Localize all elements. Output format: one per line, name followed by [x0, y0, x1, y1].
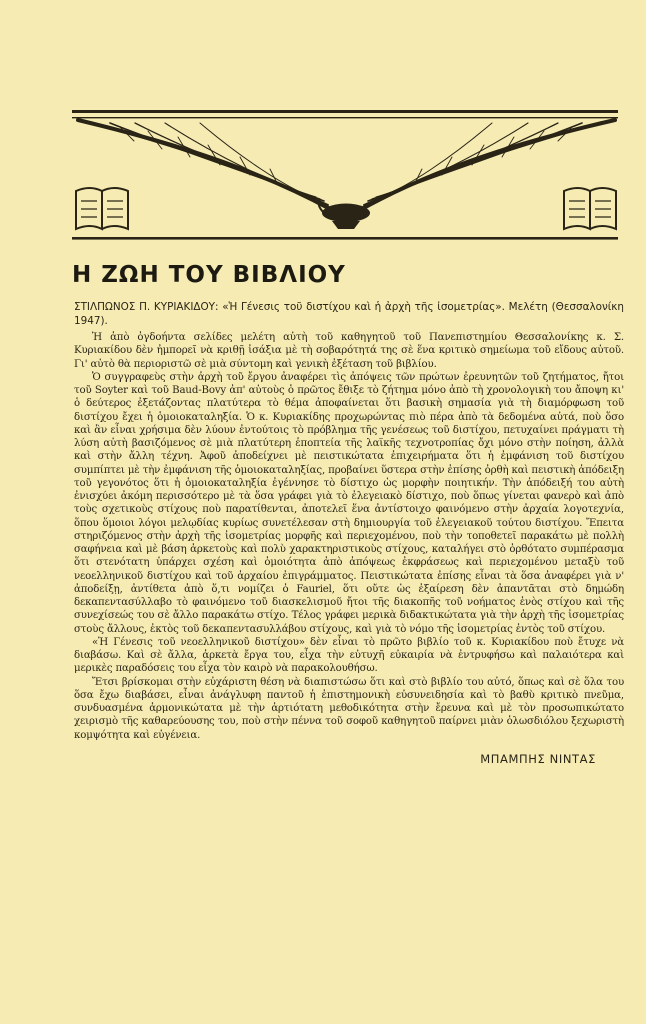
left-wing-ornament — [78, 120, 332, 210]
author-signature: ΜΠΑΜΠΗΣ ΝΙΝΤΑΣ — [480, 751, 596, 766]
right-wing-ornament — [360, 120, 615, 210]
paragraph: Ἔτσι βρίσκομαι στὴν εὐχάριστη θέση νὰ διαπιστώσω ὅτι καὶ στὸ βιβλίο του αὐτό, ὅπως καὶ σὲ ὅλα του ὅσα ἔχω διαβάσει, εἶναι ἀνάγλυφη παντοῦ ἡ ἐπιστημονικὴ εὐσυνειδησία καὶ τὸ βαθὺ κριτικὸ πνεῦμα, συνδυασμένα ἁρμονικώτατα μὲ τὴν ἀρτιότατη μεθοδικότητα στὴν ἔρευνα καὶ μὲ τὸν προσωπικώτατο χειρισμὸ τῆς καθαρεύουσης του, ποὺ στὴν πέννα τοῦ σοφοῦ καθηγητοῦ παίρνει μιὰν ὁλωσδιόλου ξεχωριστὴ κομψότητα καὶ εὐγένεια. — [74, 676, 624, 741]
paragraph: «Ἡ Γένεσις τοῦ νεοελληνικοῦ διστίχου» δὲν εἶναι τὸ πρῶτο βιβλίο τοῦ κ. Κυριακίδου ποὺ ἔτυχε νὰ διαβάσω. Καὶ σὲ ἄλλα, ἀρκετὰ ἔργα του, εἶχα τὴν εὐτυχῆ εὐκαιρία νὰ ἐντρυφήσω καὶ παλαιότερα καὶ μερικὲς παραδόσεις του εἶχα τὸν καιρὸ νὰ παρακολουθήσω. — [74, 636, 624, 675]
header-ornament — [70, 105, 622, 245]
section-title: Η ΖΩΗ ΤΟΥ ΒΙΒΛΙΟΥ — [72, 262, 346, 288]
paragraph: Ὁ συγγραφεὺς στὴν ἀρχὴ τοῦ ἔργου ἀναφέρει τὶς ἀπόψεις τῶν πρώτων ἐρευνητῶν τοῦ ζητήματος, ἤτοι τοῦ Soyter καὶ τοῦ Baud-Bovy ἀπ' αὐτοὺς ὁ πρῶτος ἔθιξε τὸ ζήτημα μόνο ἀπὸ τὴ χρονολογικὴ του ἄποψη κι' ὁ δεύτερος ἐξετάζοντας πλατύτερα τὸ θέμα ἀποφαίνεται ὅτι βασικὴ σημασία γιὰ τὴ διαμόρφωση τοῦ διστίχου ἔχει ἡ ὁμοιοκαταληξία. Ὁ κ. Κυριακίδης προχωρώντας πιὸ πέρα ἀπὸ τὰ δεδομένα αὐτά, ποὺ ὅσο καὶ ἂν εἶναι χρήσιμα δὲν λύουν ἐντούτοις τὸ πρόβλημα τῆς γενέσεως τοῦ διστίχου, πετυχαίνει πράγματι τὴ λύση αὐτὴ βασιζόμενος σὲ μιὰ πλατύτερη ἐποπτεία τῆς λαϊκῆς τεχνοτροπίας ὄχι μόνο στὴν ποίηση, ἀλλὰ καὶ στὴν ἄλλη τέχνη. Ἀφοῦ ἀποδείχνει μὲ πειστικώτατα ἐπιχειρήματα ὅτι ἡ ἐμφάνιση τοῦ διστίχου συμπίπτει μὲ τὴν ἐμφάνιση τῆς ὁμοιοκαταληξίας, προβαίνει ὕστερα στὴν ἐπίσης ὀρθὴ καὶ πειστικὴ ἀπόδειξη τοῦ γεγονότος ὅτι ἡ ὁμοιοκαταληξία ἐγέννησε τὸ δίστιχο ὡς μορφὴν ποιητικήν. Τὴν ἀπόδειξή του αὐτὴ ἐνισχύει ἀκόμη περισσότερο μὲ τὰ ὅσα γράφει γιὰ τὸ ἐλεγειακὸ δίστιχο, ποὺ ὅπως γίνεται φανερὸ καὶ ἀπὸ τοὺς σχετικοὺς στίχους ποὺ παρατίθενται, ἀποτελεῖ ἕνα ἀντίστοιχο φαινόμενο στὴν ἀρχαία λογοτεχνία, ὅπου ὅμοιοι λόγοι μελῳδίας κυρίως συνετέλεσαν στὴ δημιουργία τοῦ ἐλεγειακοῦ τούτου διστίχου. Ἔπειτα στηριζόμενος στὴν ἀρχὴ τῆς ἰσομετρίας μορφῆς καὶ περιεχομένου, ποὺ τὴν τοποθετεῖ παρακάτω μὲ πολλὴ σαφήνεια καὶ μὲ βάση ἀρκετοὺς καὶ πολὺ χαρακτηριστικοὺς στίχους, καταλήγει στὸ ὀρθότατο συμπέρασμα ὅτι στενότατη ὑπάρχει σχέση καὶ ὁμοιότητα ἀπὸ ἀπόψεως ἐκφράσεως καὶ περιεχομένου μεταξὺ τοῦ νεοελληνικοῦ διστίχου καὶ τοῦ ἀρχαίου ἐπιγράμματος. Πειστικώτατα ἐπίσης εἶναι τὰ ὅσα ἀναφέρει γιὰ ν' ἀποδείξῃ, ἀντίθετα ἀπὸ ὅ,τι νομίζει ὁ Fauriel, ὅτι οὔτε ὡς ἐξαίρεση δὲν ἀπαντᾶται στὸ δημώδη δεκαπεντασύλλαβο τὸ φαινόμενο τοῦ διασκελισμοῦ ἤτοι τῆς διακοπῆς τοῦ νοήματος ἑνὸς στίχου καὶ τῆς συνεχίσεώς του σὲ ἄλλο παρακάτω στίχο. Τέλος γράφει μερικὰ διδακτικώτατα γιὰ τὴν ἀρχὴ τῆς ἰσομετρίας στοὺς ἄλλους, ἐκτὸς τοῦ δεκαπεντασυλλάβου στίχους, καὶ γιὰ τὸ νόμο τῆς ἰσομετρίας ἐντὸς τοῦ στίχου. — [74, 371, 624, 635]
paragraph: Ἡ ἀπὸ ὀγδοήντα σελίδες μελέτη αὐτὴ τοῦ καθηγητοῦ τοῦ Πανεπιστημίου Θεσσαλονίκης κ. Σ. Κυριακίδου δὲν ἠμπορεῖ νὰ κριθῇ ἰσάξια μὲ τὴ σοβαρότητά της σὲ ἕνα κριτικὸ σημείωμα τοῦ εἴδους αὐτοῦ. Γι' αὐτὸ θὰ περιοριστῶ σὲ μιὰ σύντομη καὶ γενικὴ ἐξέταση τοῦ βιβλίου. — [74, 332, 624, 370]
left-book-icon — [76, 188, 128, 229]
right-book-icon — [564, 188, 616, 229]
book-citation: ΣΤΙΛΠΩΝΟΣ Π. ΚΥΡΙΑΚΙΔΟΥ: «Ἡ Γένεσις τοῦ διστίχου καὶ ἡ ἀρχὴ τῆς ἰσομετρίας». Μελέτη (Θεσσαλονίκη 1947). — [74, 301, 624, 327]
review-article — [74, 300, 624, 766]
